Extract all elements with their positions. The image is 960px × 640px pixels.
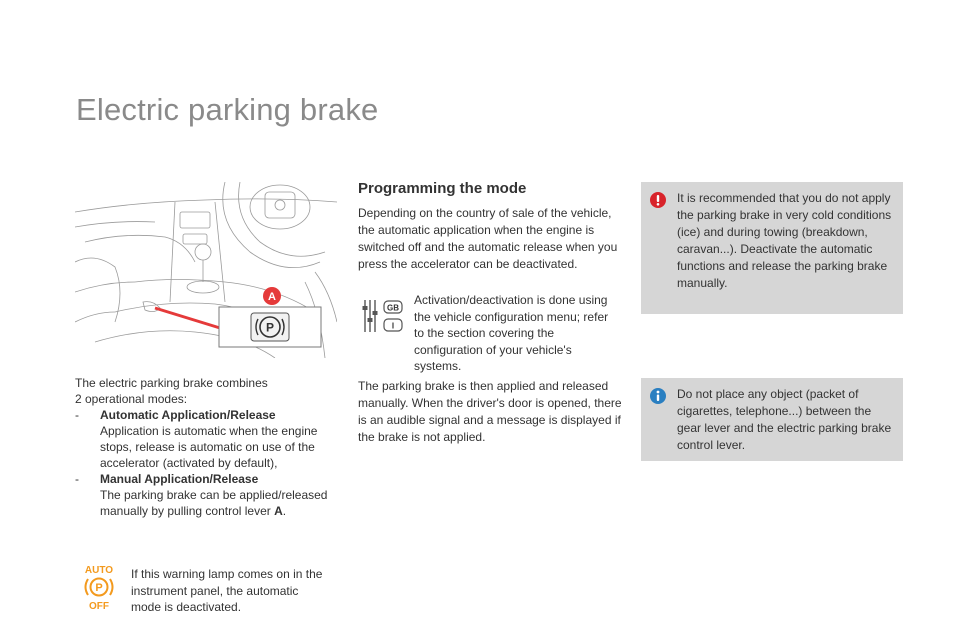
sentence-end: . — [282, 504, 287, 518]
config-icon-sub: I — [391, 321, 395, 331]
list-dash: - — [75, 472, 79, 486]
info-note — [641, 378, 903, 461]
mode-manual-body-wrap — [100, 487, 340, 519]
warning-exclamation-icon — [650, 192, 666, 208]
auto-off-warning-lamp-icon — [80, 563, 118, 611]
page-title: Electric parking brake — [76, 92, 379, 127]
info-note-text: Do not place any object (packet of cigarettes, telephone...) between the gear lever and the electric parking brake control lever. — [677, 387, 892, 452]
operational-modes-text — [75, 375, 340, 519]
warning-note-text: It is recommended that you do not apply the parking brake in very cold conditions (ice) and during towing (breakdown, caravan...). Deactivate the automatic functions and release the parking brake manually. — [677, 191, 892, 290]
intro-line-1: The electric parking brake combines — [75, 376, 268, 390]
configuration-menu-icon — [362, 298, 404, 334]
lamp-label-bottom: OFF — [89, 601, 109, 611]
mode-automatic-body: Application is automatic when the engine stops, release is automatic on use of the accelerator (activated by default), — [100, 424, 318, 470]
lever-letter: A — [274, 504, 283, 518]
lamp-symbol: P — [95, 582, 103, 594]
list-dash: - — [75, 408, 79, 422]
programming-intro: Depending on the country of sale of the vehicle, the automatic application when the engine is switched off and the automatic release when you press the accelerator can be deactivated. — [358, 206, 618, 271]
mode-manual — [75, 471, 340, 519]
lamp-label-top: AUTO — [84, 565, 114, 576]
manual-application-text: The parking brake is then applied and released manually. When the driver's door is opened, there is an audible signal and a message is displayed if the brake is not applied. — [358, 379, 622, 444]
intro-line-2: 2 operational modes: — [75, 392, 188, 406]
mode-automatic — [75, 407, 340, 471]
switch-symbol: P — [265, 320, 275, 335]
config-icon-badge: GB — [387, 303, 399, 313]
center-console-illustration — [75, 182, 337, 358]
programming-heading: Programming the mode — [358, 180, 527, 197]
mode-automatic-title: Automatic Application/Release — [100, 408, 276, 422]
configuration-text: Activation/deactivation is done using the vehicle configuration menu; refer to the section covering the configuration of your vehicle's systems. — [414, 293, 609, 373]
mode-manual-body: The parking brake can be applied/released manually by pulling control lever — [100, 488, 328, 518]
callout-label-a: A — [268, 291, 276, 303]
mode-manual-title: Manual Application/Release — [100, 472, 259, 486]
warning-note — [641, 182, 903, 314]
warning-lamp-text: If this warning lamp comes on in the instrument panel, the automatic mode is deactivated. — [131, 567, 323, 614]
info-icon — [650, 388, 666, 404]
